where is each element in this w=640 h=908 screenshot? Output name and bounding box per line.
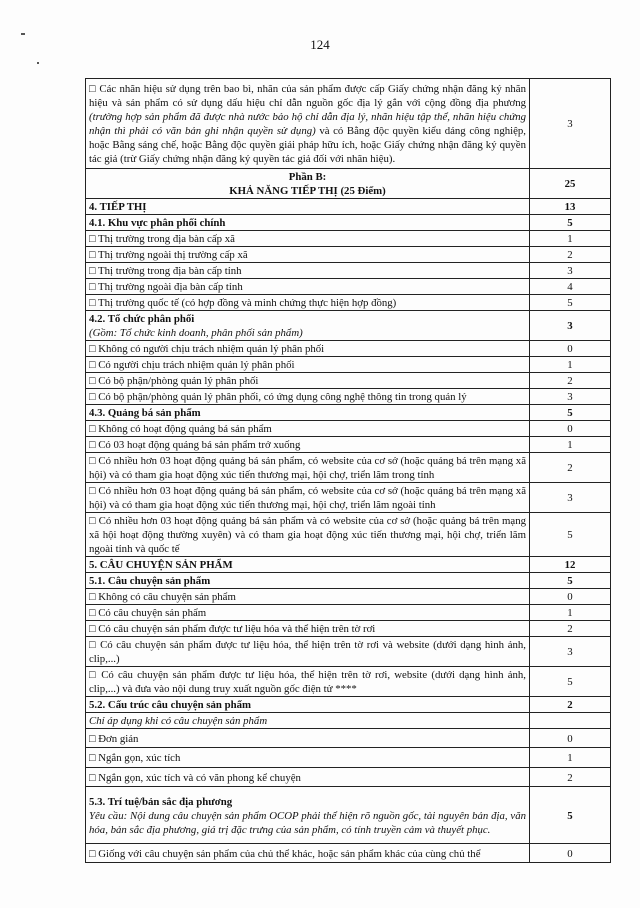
part-heading-row xyxy=(86,169,611,199)
option-score: 0 xyxy=(530,844,611,863)
criteria-text-part: □ Các nhãn hiệu sử dụng trên bao bì, nhãn của sản phẩm được cấp Giấy chứng nhận đăng ký nhãn hiệu và sản phẩm có sử dụng dấu hiệu chỉ dẫn nguồn gốc địa lý gắn với cộng đồng địa phương xyxy=(89,83,526,109)
option-score: 1 xyxy=(530,748,611,768)
scoring-table xyxy=(85,78,611,863)
option-score: 1 xyxy=(530,437,611,453)
option-text: □ Có người chịu trách nhiệm quản lý phân phối xyxy=(86,357,530,373)
option-text: □ Ngắn gọn, xúc tích xyxy=(86,748,530,768)
option-text: □ Đơn giản xyxy=(86,729,530,748)
subsection-title: 4.1. Khu vực phân phối chính xyxy=(86,215,530,231)
section-heading-row xyxy=(86,199,611,215)
option-score: 1 xyxy=(530,357,611,373)
empty-score-cell xyxy=(530,713,611,729)
option-score: 2 xyxy=(530,373,611,389)
option-text: □ Giống với câu chuyện sản phẩm của chủ thể khác, hoặc sản phẩm khác của cùng chủ thể xyxy=(86,844,530,863)
option-text: □ Có bộ phận/phòng quản lý phân phối xyxy=(86,373,530,389)
option-score: 3 xyxy=(530,637,611,667)
option-row xyxy=(86,483,611,513)
criteria-row xyxy=(86,79,611,169)
option-text: □ Thị trường ngoài thị trường cấp xã xyxy=(86,247,530,263)
option-row xyxy=(86,768,611,787)
subsection-title: 5.2. Cấu trúc câu chuyện sản phẩm xyxy=(86,697,530,713)
subsection-title: 4.3. Quảng bá sản phẩm xyxy=(86,405,530,421)
subsection-score: 2 xyxy=(530,697,611,713)
option-row xyxy=(86,231,611,247)
note-row xyxy=(86,713,611,729)
option-text: □ Có 03 hoạt động quảng bá sản phẩm trở xuống xyxy=(86,437,530,453)
subsection-heading-row xyxy=(86,405,611,421)
option-text: □ Thị trường ngoài địa bàn cấp tỉnh xyxy=(86,279,530,295)
page-number: 124 xyxy=(310,37,330,52)
option-text: □ Thị trường trong địa bàn cấp tỉnh xyxy=(86,263,530,279)
subsection-heading-row xyxy=(86,697,611,713)
option-score: 3 xyxy=(530,389,611,405)
option-score: 0 xyxy=(530,589,611,605)
section-score: 13 xyxy=(530,199,611,215)
option-text: □ Có câu chuyện sản phẩm xyxy=(86,605,530,621)
subsection-heading-row xyxy=(86,311,611,341)
option-row xyxy=(86,621,611,637)
option-row xyxy=(86,341,611,357)
option-row xyxy=(86,263,611,279)
option-row xyxy=(86,373,611,389)
option-score: 0 xyxy=(530,421,611,437)
section-heading-row xyxy=(86,557,611,573)
option-text: □ Thị trường quốc tế (có hợp đồng và minh chứng thực hiện hợp đồng) xyxy=(86,295,530,311)
subsection-heading xyxy=(86,787,530,844)
option-row xyxy=(86,279,611,295)
subsection-heading-row xyxy=(86,787,611,844)
option-row xyxy=(86,729,611,748)
subsection-score: 5 xyxy=(530,215,611,231)
subsection-title: 5.3. Trí tuệ/bản sắc địa phương xyxy=(89,795,233,808)
subsection-score: 5 xyxy=(530,405,611,421)
criteria-text-part: và có Bằng độc quyền kiểu dáng công nghiệp, hoặc Bằng sáng chế, hoặc Bằng độc quyền giải pháp hữu ích, hoặc Giấy chứng nhận đăng ký quyền tác giả (trừ Giấy chứng nhận đăng ký quyền tác giả đối với nhãn hiệu). xyxy=(89,125,527,165)
option-row xyxy=(86,844,611,863)
subsection-heading-row xyxy=(86,215,611,231)
part-title: KHẢ NĂNG TIẾP THỊ (25 Điểm) xyxy=(229,185,386,197)
part-label: Phần B: xyxy=(288,171,327,183)
option-score: 3 xyxy=(530,483,611,513)
option-score: 0 xyxy=(530,729,611,748)
subsection-score: 3 xyxy=(530,311,611,341)
option-row xyxy=(86,421,611,437)
option-row xyxy=(86,389,611,405)
option-text: □ Có câu chuyện sản phẩm được tư liệu hóa, thể hiện trên tờ rơi và website (dưới dạng hình ảnh, clip,...) xyxy=(86,637,530,667)
option-row xyxy=(86,589,611,605)
option-row xyxy=(86,453,611,483)
section-score: 12 xyxy=(530,557,611,573)
option-score: 5 xyxy=(530,513,611,557)
subsection-score: 5 xyxy=(530,573,611,589)
subsection-note: Yêu cầu: Nội dung câu chuyện sản phẩm OCOP phải thể hiện rõ nguồn gốc, tài nguyên bản địa, văn hóa, bản sắc địa phương, giá trị đặc trưng của sản phẩm, có tính truyền cảm và thuyết phục. xyxy=(89,809,526,836)
option-row xyxy=(86,748,611,768)
option-score: 5 xyxy=(530,295,611,311)
section-title: 5. CÂU CHUYỆN SẢN PHẨM xyxy=(86,557,530,573)
section-title: 4. TIẾP THỊ xyxy=(86,199,530,215)
option-text: □ Có nhiều hơn 03 hoạt động quảng bá sản phẩm, có website của cơ sở (hoặc quảng bá trên mạng xã hội) và có tham gia hoạt động xúc tiến thương mại, hội chợ, triển lãm ngoài tỉnh xyxy=(86,483,530,513)
option-row xyxy=(86,667,611,697)
scan-speck xyxy=(37,62,39,64)
subsection-note: Chỉ áp dụng khi có câu chuyện sản phẩm xyxy=(86,713,530,729)
option-text: □ Ngắn gọn, xúc tích và có văn phong kể chuyện xyxy=(86,768,530,787)
criteria-text xyxy=(86,79,530,169)
part-heading xyxy=(86,169,530,199)
option-row xyxy=(86,437,611,453)
option-row xyxy=(86,357,611,373)
subsection-heading-row xyxy=(86,573,611,589)
option-text: □ Có bộ phận/phòng quản lý phân phối, có ứng dụng công nghệ thông tin trong quản lý xyxy=(86,389,530,405)
subsection-score: 5 xyxy=(530,787,611,844)
option-text: □ Không có người chịu trách nhiệm quản lý phân phối xyxy=(86,341,530,357)
option-score: 3 xyxy=(530,263,611,279)
option-score: 2 xyxy=(530,247,611,263)
option-text: □ Thị trường trong địa bàn cấp xã xyxy=(86,231,530,247)
option-score: 4 xyxy=(530,279,611,295)
scan-speck xyxy=(21,33,25,35)
option-score: 1 xyxy=(530,231,611,247)
option-row xyxy=(86,605,611,621)
option-text: □ Có nhiều hơn 03 hoạt động quảng bá sản phẩm, có website của cơ sở (hoặc quảng bá trên mạng xã hội) và có tham gia hoạt động xúc tiến thương mại, hội chợ, triển lãm trong tỉnh xyxy=(86,453,530,483)
subsection-title: 4.2. Tổ chức phân phối xyxy=(89,313,195,325)
subsection-note: (Gồm: Tổ chức kinh doanh, phân phối sản phẩm) xyxy=(89,327,303,339)
option-row xyxy=(86,637,611,667)
option-row xyxy=(86,295,611,311)
option-row xyxy=(86,247,611,263)
option-score: 2 xyxy=(530,768,611,787)
criteria-text-italic: (trường hợp sản phẩm đã được nhà nước bảo hộ chỉ dẫn địa lý, nhãn hiệu tập thể, nhãn hiệu chứng nhận thì phải có văn bản ghi nhận quyền sử dụng) xyxy=(89,111,526,137)
subsection-heading xyxy=(86,311,530,341)
option-score: 2 xyxy=(530,621,611,637)
subsection-title: 5.1. Câu chuyện sản phẩm xyxy=(86,573,530,589)
part-score: 25 xyxy=(530,169,611,199)
option-row xyxy=(86,513,611,557)
option-score: 5 xyxy=(530,667,611,697)
option-text: □ Có câu chuyện sản phẩm được tư liệu hóa, thể hiện trên tờ rơi, website (dưới dạng hình ảnh, clip,...) và đưa vào nội dung truy xuất nguồn gốc điện tử **** xyxy=(86,667,530,697)
option-text: □ Không có câu chuyện sản phẩm xyxy=(86,589,530,605)
option-text: □ Có câu chuyện sản phẩm được tư liệu hóa và thể hiện trên tờ rơi xyxy=(86,621,530,637)
option-text: □ Có nhiều hơn 03 hoạt động quảng bá sản phẩm và có website của cơ sở (hoặc quảng bá trên mạng xã hội hoạt động thường xuyên) và có tham gia hoạt động xúc tiến thương mại, hội chợ, triển lãm ngoài tỉnh và quốc tế xyxy=(86,513,530,557)
option-score: 1 xyxy=(530,605,611,621)
option-score: 0 xyxy=(530,341,611,357)
option-text: □ Không có hoạt động quảng bá sản phẩm xyxy=(86,421,530,437)
criteria-score: 3 xyxy=(530,79,611,169)
option-score: 2 xyxy=(530,453,611,483)
